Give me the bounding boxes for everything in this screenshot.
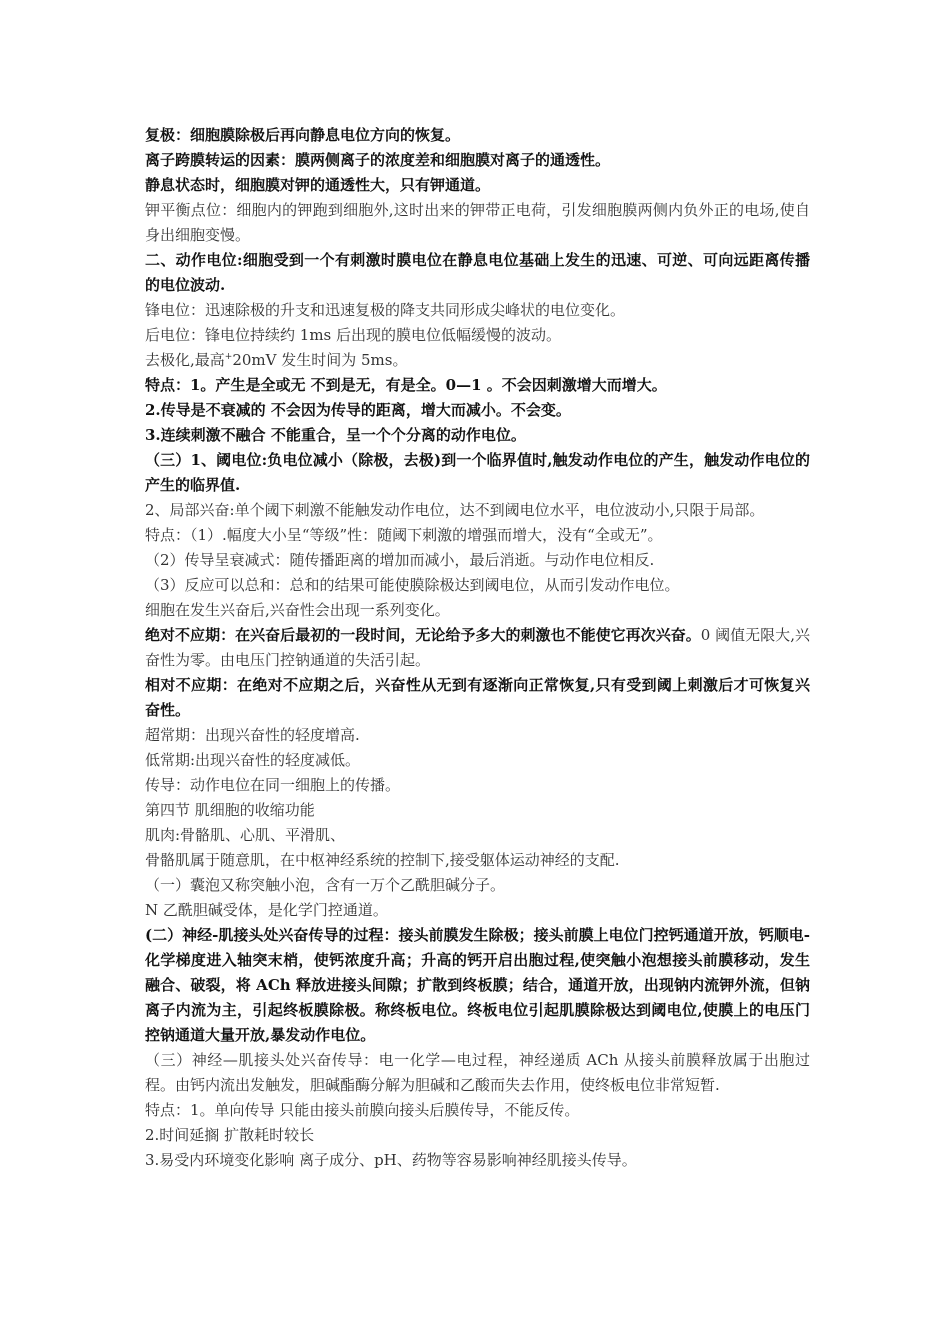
paragraph-excitability-changes: 细胞在发生兴奋后,兴奋性会出现一系列变化。 — [145, 601, 450, 619]
paragraph-local-feature-3: （3）反应可以总和：总和的结果可能使膜除极达到阈电位，从而引发动作电位。 — [145, 576, 680, 594]
paragraph-relative-refractory: 相对不应期：在绝对不应期之后，兴奋性从无到有逐渐向正常恢复,只有受到阈上刺激后才可恢复兴奋性。 — [145, 676, 810, 719]
paragraph-depolarization — [145, 348, 810, 373]
paragraph-repolarization: 复极：细胞膜除极后再向静息电位方向的恢复。 — [145, 126, 461, 144]
paragraph-skeletal-muscle: 骨骼肌属于随意肌，在中枢神经系统的控制下,接受躯体运动神经的支配. — [145, 851, 620, 869]
paragraph-feature-3: 3.连续刺激不融合 不能重合，呈一个个分离的动作电位。 — [145, 426, 526, 444]
absolute-refractory-bold: 绝对不应期：在兴奋后最初的一段时间，无论给予多大的刺激也不能使它再次兴奋。 — [145, 626, 701, 644]
paragraph-potassium-equilibrium: 钾平衡点位：细胞内的钾跑到细胞外,这时出来的钾带正电荷，引发细胞膜两侧内负外正的电场,使自身出细胞变慢。 — [145, 201, 810, 244]
paragraph-muscle-types: 肌肉:骨骼肌、心肌、平滑肌、 — [145, 826, 346, 844]
paragraph-n-ach-receptor: N 乙酰胆碱受体，是化学门控通道。 — [145, 901, 388, 919]
paragraph-neuromuscular-transmission: （三）神经—肌接头处兴奋传导：电一化学—电过程，神经递质 ACh 从接头前膜释放属于出胞过程。由钙内流出发触发，胆碱酯酶分解为胆碱和乙酸而失去作用，使终板电位非常短暂. — [145, 1051, 810, 1094]
depolarization-superscript: + — [224, 352, 233, 362]
paragraph-action-potential: 二、动作电位:细胞受到一个有刺激时膜电位在静息电位基础上发生的迅速、可逆、可向远距离传播的电位波动. — [145, 251, 810, 294]
paragraph-resting-state: 静息状态时，细胞膜对钾的通透性大，只有钾通道。 — [145, 176, 491, 194]
paragraph-nmj-feature-1: 特点：1。单向传导 只能由接头前膜向接头后膜传导，不能反传。 — [145, 1101, 580, 1119]
paragraph-local-excitation: 2、局部兴奋:单个阈下刺激不能触发动作电位，达不到阈电位水平，电位波动小,只限于局部。 — [145, 501, 765, 519]
paragraph-subnormal-period: 低常期:出现兴奋性的轻度减低。 — [145, 751, 361, 769]
paragraph-local-feature-1: 特点：（1）.幅度大小呈“等级”性：随阈下刺激的增强而增大，没有“全或无”。 — [145, 526, 663, 544]
document-page — [145, 123, 810, 1173]
absolute-refractory-normal: 0 阈值无限大,兴奋性为零。由电压门控钠通道的失活引起。 — [145, 626, 810, 669]
paragraph-threshold-potential: （三）1、阈电位:负电位减小（除极，去极)到一个临界值时,触发动作电位的产生，触发动作电位的产生的临界值. — [145, 451, 810, 494]
section-heading-muscle: 第四节 肌细胞的收缩功能 — [145, 801, 315, 819]
depolarization-text-after: 20mV 发生时间为 5ms。 — [232, 351, 408, 369]
paragraph-after-potential: 后电位：锋电位持续约 1ms 后出现的膜电位低幅缓慢的波动。 — [145, 326, 562, 344]
paragraph-nmj-feature-3: 3.易受内环境变化影响 离子成分、pH、药物等容易影响神经肌接头传导。 — [145, 1151, 637, 1169]
paragraph-nmj-feature-2: 2.时间延搁 扩散耗时较长 — [145, 1126, 315, 1144]
paragraph-conduction: 传导：动作电位在同一细胞上的传播。 — [145, 776, 401, 794]
paragraph-neuromuscular-process: (二）神经-肌接头处兴奋传导的过程：接头前膜发生除极；接头前膜上电位门控钙通道开放，钙顺电-化学梯度进入轴突末梢，使钙浓度升高；升高的钙开启出胞过程,使突触小泡想接头前膜移动，发生融合、破裂，将 ACh 释放进接头间隙；扩散到终板膜；结合，通道开放，出现钠内流钾外流，但钠离子内流为主，引起终板膜除极。称终板电位。终板电位引起肌膜除极达到阈电位,使膜上的电压门控钠通道大量开放,暴发动作电位。 — [145, 926, 810, 1044]
paragraph-spike-potential: 锋电位：迅速除极的升支和迅速复极的降支共同形成尖峰状的电位变化。 — [145, 301, 626, 319]
paragraph-feature-2: 2.传导是不衰减的 不会因为传导的距离，增大而减小。不会变。 — [145, 401, 571, 419]
paragraph-feature-1: 特点：1。产生是全或无 不到是无，有是全。0—1 。不会因刺激增大而增大。 — [145, 376, 667, 394]
paragraph-supernormal-period: 超常期：出现兴奋性的轻度增高. — [145, 726, 360, 744]
paragraph-ion-transport-factors: 离子跨膜转运的因素：膜两侧离子的浓度差和细胞膜对离子的通透性。 — [145, 151, 611, 169]
paragraph-absolute-refractory — [145, 623, 810, 673]
depolarization-text-before: 去极化,最高 — [145, 351, 225, 369]
paragraph-synaptic-vesicle: （一）囊泡又称突触小泡，含有一万个乙酰胆碱分子。 — [145, 876, 506, 894]
paragraph-local-feature-2: （2）传导呈衰减式：随传播距离的增加而减小，最后消逝。与动作电位相反. — [145, 551, 655, 569]
